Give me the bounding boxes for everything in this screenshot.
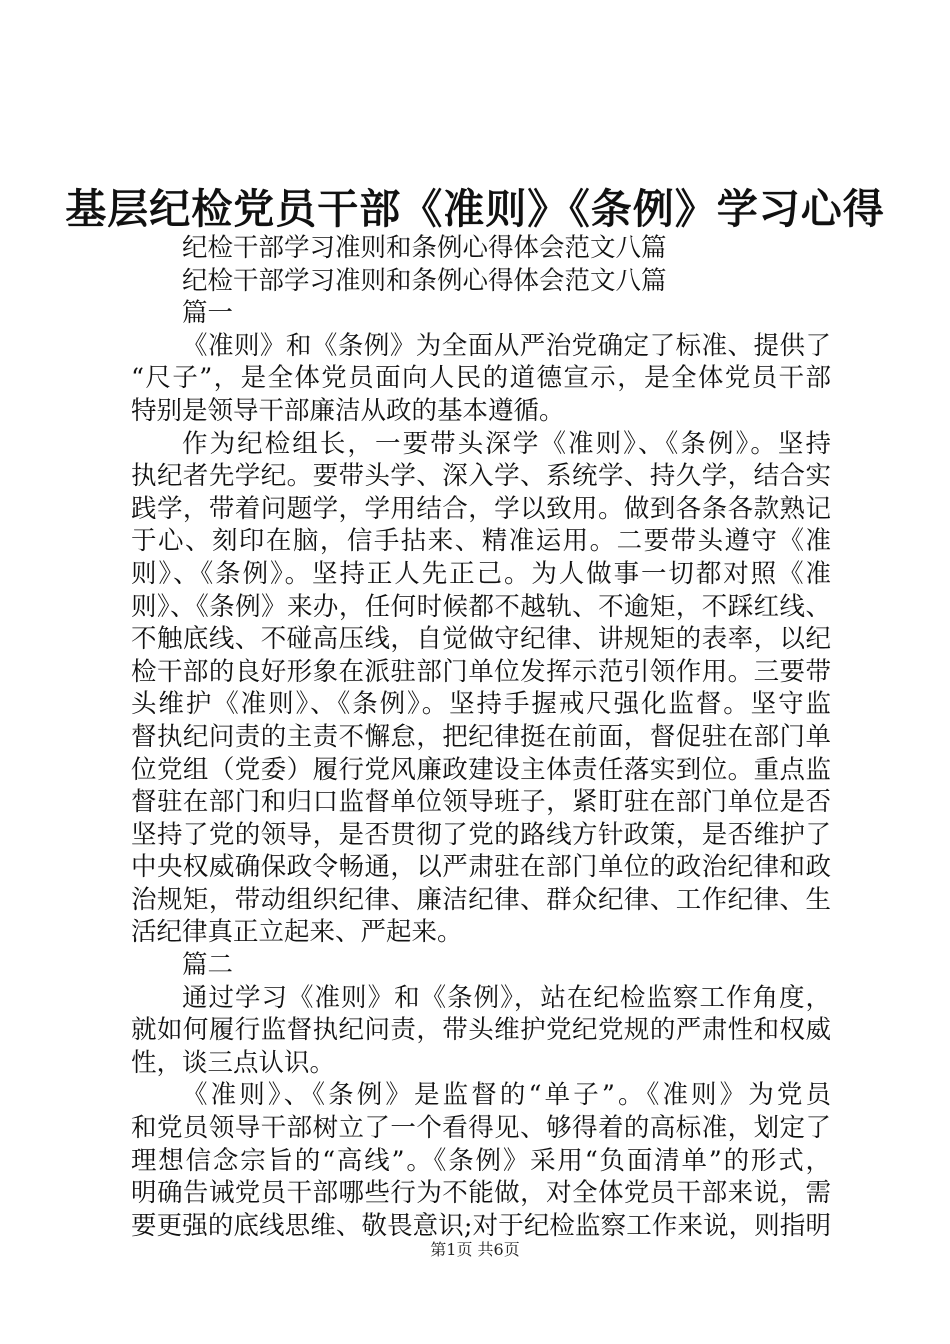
paragraph-line: “尺子”，是全体党员面向人民的道德宣示，是全体党员干部 bbox=[131, 363, 831, 394]
section-heading: 篇一 bbox=[182, 298, 234, 329]
paragraph-line: 检干部的良好形象在派驻部门单位发挥示范引领作用。三要带 bbox=[131, 656, 831, 687]
paragraph-line: 通过学习《准则》和《条例》，站在纪检监察工作角度， bbox=[182, 982, 831, 1013]
paragraph-line: 执纪者先学纪。要带头学、深入学、系统学、持久学，结合实 bbox=[131, 461, 831, 492]
paragraph-line: 头维护《准则》、《条例》。坚持手握戒尺强化监督。坚守监 bbox=[131, 689, 831, 720]
section-heading: 篇二 bbox=[182, 950, 234, 981]
paragraph-line: 治规矩，带动组织纪律、廉洁纪律、群众纪律、工作纪律、生 bbox=[131, 884, 831, 915]
paragraph-line: 性，谈三点认识。 bbox=[131, 1047, 336, 1078]
paragraph-line: 《准则》、《条例》是监督的“单子”。《准则》为党员 bbox=[182, 1080, 831, 1111]
paragraph-line: 纪检干部学习准则和条例心得体会范文八篇 bbox=[182, 265, 667, 296]
paragraph-line: 于心、刻印在脑，信手拈来、精准运用。二要带头遵守《准 bbox=[131, 526, 831, 557]
page-footer: 第1页 共6页 bbox=[430, 1240, 520, 1259]
paragraph-line: 特别是领导干部廉洁从政的基本遵循。 bbox=[131, 395, 565, 426]
paragraph-line: 理想信念宗旨的“高线”。《条例》采用“负面清单”的形式， bbox=[131, 1145, 831, 1176]
paragraph-line: 和党员领导干部树立了一个看得见、够得着的高标准，划定了 bbox=[131, 1113, 831, 1144]
paragraph-line: 督执纪问责的主责不懈怠，把纪律挺在前面，督促驻在部门单 bbox=[131, 721, 831, 752]
paragraph-line: 不触底线、不碰高压线，自觉做守纪律、讲规矩的表率，以纪 bbox=[131, 624, 831, 655]
paragraph-line: 《准则》和《条例》为全面从严治党确定了标准、提供了 bbox=[182, 330, 831, 361]
paragraph-line: 明确告诫党员干部哪些行为不能做，对全体党员干部来说，需 bbox=[131, 1178, 831, 1209]
paragraph-line: 督驻在部门和归口监督单位领导班子，紧盯驻在部门单位是否 bbox=[131, 787, 831, 818]
paragraph-line: 则》、《条例》来办，任何时候都不越轨、不逾矩，不踩红线、 bbox=[131, 591, 831, 622]
paragraph-line: 作为纪检组长，一要带头深学《准则》、《条例》。坚持 bbox=[182, 428, 831, 459]
paragraph-line: 纪检干部学习准则和条例心得体会范文八篇 bbox=[182, 233, 667, 263]
paragraph-line: 要更强的底线思维、敬畏意识;对于纪检监察工作来说，则指明 bbox=[131, 1210, 831, 1241]
paragraph-line: 位党组（党委）履行党风廉政建设主体责任落实到位。重点监 bbox=[131, 754, 831, 785]
paragraph-line: 就如何履行监督执纪问责，带头维护党纪党规的严肃性和权威 bbox=[131, 1015, 831, 1046]
paragraph-line: 活纪律真正立起来、严起来。 bbox=[131, 917, 463, 948]
paragraph-line: 中央权威确保政令畅通，以严肃驻在部门单位的政治纪律和政 bbox=[131, 852, 831, 883]
document-body bbox=[131, 232, 831, 1242]
paragraph-line: 则》、《条例》。坚持正人先正己。为人做事一切都对照《准 bbox=[131, 558, 831, 589]
paragraph-line: 坚持了党的领导，是否贯彻了党的路线方针政策，是否维护了 bbox=[131, 819, 831, 850]
paragraph-line: 践学，带着问题学，学用结合，学以致用。做到各条各款熟记 bbox=[131, 493, 831, 524]
page-title: 基层纪检党员干部《准则》《条例》学习心得 bbox=[65, 185, 885, 233]
